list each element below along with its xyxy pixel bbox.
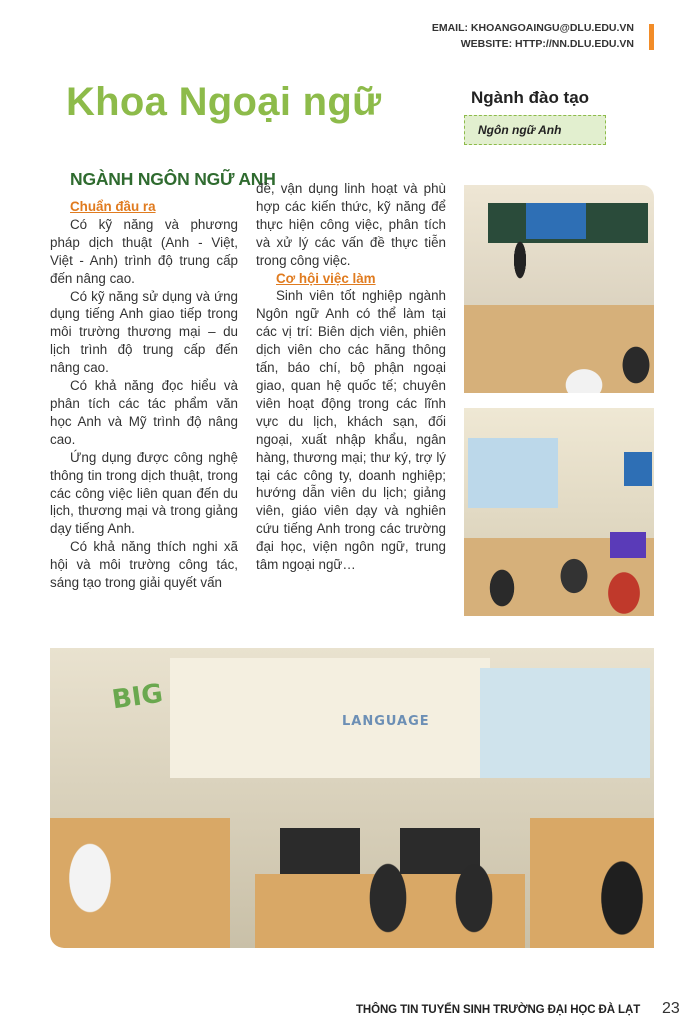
career-heading: Cơ hội việc làm (276, 270, 376, 286)
faculty-title: Khoa Ngoại ngữ (66, 80, 382, 124)
learning-outcomes-heading: Chuẩn đầu ra (70, 199, 156, 214)
program-item: Ngôn ngữ Anh (464, 115, 606, 145)
website-text: WEBSITE: HTTP://NN.DLU.EDU.VN (460, 38, 634, 50)
career-paragraph: Sinh viên tốt nghiệp ngành Ngôn ngữ Anh có thể làm tại các vị trí: Biên dịch viên, phiên dịch viên cho các hãng thông tấn, báo chí, bộ phận ngoại giao, quan hệ quốc tế; chuyên viên hoạt động trong các lĩnh vực du lịch, khách sạn, đối ngoại, xuất nhập khẩu, ngân hàng, thương mại; thư ký, trợ lý tại các công ty, doanh nghiệp; hướng dẫn viên du lịch; giảng viên, giáo viên dạy và nghiên cứu tiếng Anh trong các trường đại học, viện ngôn ngữ, trung tâm ngoại ngữ… (256, 288, 446, 573)
wall-text-big: BIG (110, 678, 165, 716)
programs-heading: Ngành đào tạo (471, 88, 590, 107)
text-column-right (256, 180, 446, 574)
wall-text-language: LANGUAGE (342, 714, 430, 729)
outcome-paragraph-start: Có khả năng thích nghi xã hội và môi trường công tác, sáng tạo trong giải quyết vấn (50, 539, 238, 591)
page-number: 23 (662, 1000, 680, 1017)
section-title: NGÀNH NGÔN NGỮ ANH (70, 169, 276, 189)
footer-title: THÔNG TIN TUYỂN SINH TRƯỜNG ĐẠI HỌC ĐÀ LẠT (356, 1004, 641, 1016)
email-text: EMAIL: KHOANGOAINGU@DLU.EDU.VN (431, 22, 634, 34)
outcome-paragraph: Ứng dụng được công nghệ thông tin trong dịch thuật, trong các công việc liên quan đến du lịch, thương mại và trong giảng dạy tiếng Anh. (50, 449, 238, 537)
outcome-paragraph: Có kỹ năng sử dụng và ứng dụng tiếng Anh giao tiếp trong môi trường thương mại – du lịch trình độ trung cấp đến nâng cao. (50, 288, 238, 376)
outcome-paragraph-continued: đề, vận dụng linh hoạt và phù hợp các kiến thức, kỹ năng để thực hiện công việc, phân tích và xử lý các vấn đề thực tiễn trong công việc. (256, 181, 446, 268)
outcome-paragraph: Có khả năng đọc hiểu và phân tích các tác phẩm văn học Anh và Mỹ trình độ nâng cao. (50, 378, 238, 447)
classroom-photo-teacher (464, 185, 654, 393)
contact-info (432, 20, 634, 52)
header-accent-bar (649, 24, 654, 50)
text-column-left (50, 198, 238, 592)
classroom-photo-computer-lab (464, 408, 654, 616)
outcome-paragraph: Có kỹ năng và phương pháp dịch thuật (Anh - Việt, Việt - Anh) trình độ trung cấp đến nâng cao. (50, 216, 238, 286)
classroom-photo-language-lab (50, 648, 654, 948)
